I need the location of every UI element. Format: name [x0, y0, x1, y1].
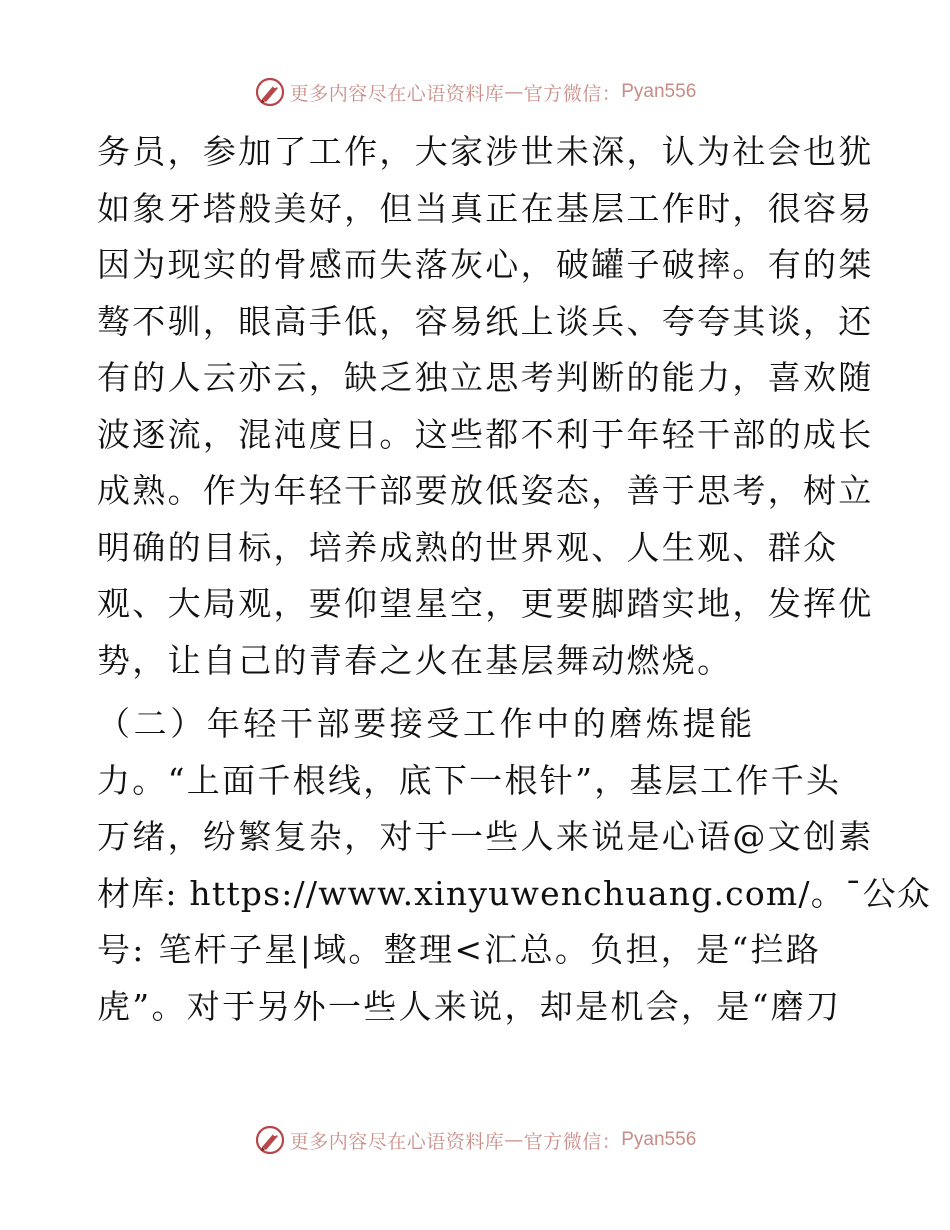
- text-line: 明确的目标，培养成熟的世界观、人生观、群众: [97, 527, 839, 567]
- watermark-dash: —: [504, 1129, 524, 1151]
- text-line-url: 材库: https://www.xinyuwenchuang.com/。¯公众: [97, 873, 932, 913]
- watermark-wechat-id: Pyan556: [621, 1129, 697, 1150]
- text-line: 虎”。对于另外一些人来说，却是机会，是“磨刀: [97, 986, 842, 1026]
- text-line: 有的人云亦云，缺乏独立思考判断的能力，喜欢随: [97, 358, 874, 397]
- watermark-brand-text: 更多内容尽在心语资料库: [289, 82, 505, 105]
- text-line: 观、大局观，要仰望星空，更要脚踏实地，发挥优: [97, 584, 874, 623]
- text-line: 因为现实的骨感而失落灰心，破罐子破摔。有的桀: [97, 245, 874, 284]
- text-line: 务员，参加了工作，大家涉世未深，认为社会也犹: [97, 132, 874, 171]
- text-line: 波逐流，混沌度日。这些都不利于年轻干部的成长: [97, 414, 874, 454]
- section-heading: （二）年轻干部要接受工作中的磨炼提能: [97, 704, 756, 743]
- text-line: 骜不驯，眼高手低，容易纸上谈兵、夸夸其谈，还: [97, 301, 874, 341]
- watermark-wechat-label: 官方微信：: [523, 82, 622, 105]
- header-watermark: [0, 72, 950, 112]
- text-line: 如象牙塔般美好，但当真正在基层工作时，很容易: [97, 188, 874, 228]
- watermark-dash: —: [504, 81, 524, 103]
- watermark-wechat-id: Pyan556: [621, 81, 697, 102]
- pen-logo-icon: [254, 76, 286, 108]
- footer-watermark: [0, 1120, 950, 1160]
- text-line: 成熟。作为年轻干部要放低姿态，善于思考，树立: [97, 471, 874, 510]
- text-line: 万绪，纷繁复杂，对于一些人来说是心语@文创素: [97, 817, 874, 856]
- watermark-wechat-label: 官方微信：: [523, 1130, 622, 1153]
- pen-logo-icon: [254, 1124, 286, 1156]
- text-line: 势，让自己的青春之火在基层舞动燃烧。: [97, 640, 733, 680]
- watermark-brand-text: 更多内容尽在心语资料库: [289, 1130, 505, 1153]
- text-line: 号: 笔杆子星|域。整理<汇总。负担，是“拦路: [97, 930, 822, 969]
- document-body: [97, 124, 932, 1035]
- text-line: 力。“上面千根线，底下一根针”，基层工作千头: [97, 760, 842, 800]
